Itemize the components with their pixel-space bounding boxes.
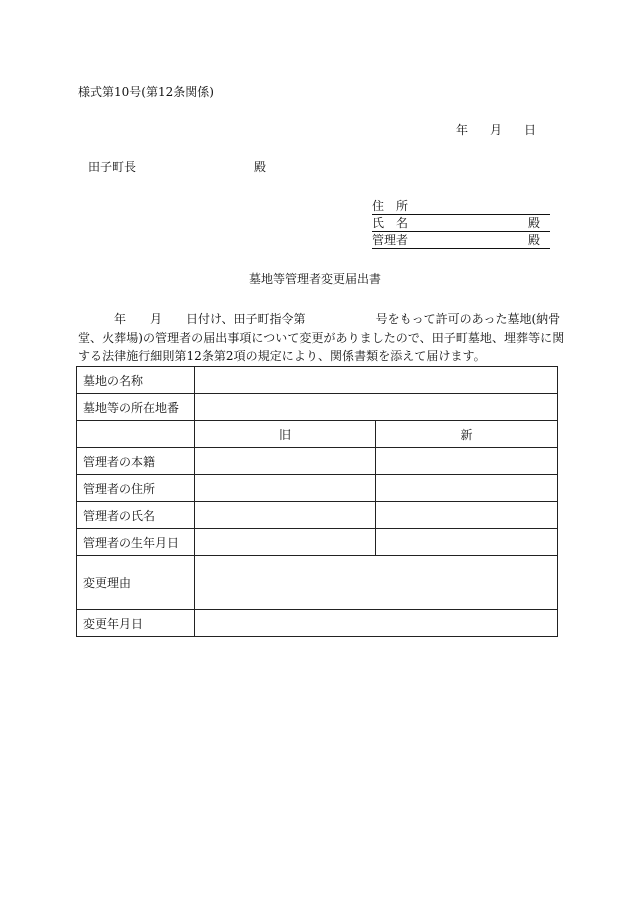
table-row (77, 556, 558, 610)
new-column-header: 新 (376, 421, 558, 448)
manager-address-new-input[interactable] (376, 475, 558, 502)
applicant-block (372, 198, 550, 249)
table-row (77, 529, 558, 556)
table-row (77, 475, 558, 502)
manager-domicile-label: 管理者の本籍 (77, 448, 195, 475)
table-row (77, 448, 558, 475)
cemetery-location-label: 墓地等の所在地番 (77, 394, 195, 421)
manager-name-old-input[interactable] (195, 502, 376, 529)
manager-name-new-input[interactable] (376, 502, 558, 529)
header-blank-cell (77, 421, 195, 448)
addressee (88, 160, 267, 174)
change-date-input[interactable] (195, 610, 558, 637)
change-date-label: 変更年月日 (77, 610, 195, 637)
body-permit: 号をもって許可のあった墓地(納骨 (375, 312, 561, 326)
form-number: 様式第10号(第12条関係) (78, 85, 214, 99)
applicant-manager-label: 管理者 (372, 233, 409, 247)
document-title: 墓地等管理者変更届出書 (248, 272, 381, 286)
body-year: 年 (114, 312, 127, 326)
applicant-address-field[interactable] (372, 198, 550, 215)
applicant-address-label: 住 所 (372, 199, 409, 213)
body-line-2: 堂、火葬場)の管理者の届出事項について変更がありましたので、田子町墓地、埋葬等に関 (78, 330, 565, 345)
old-column-header: 旧 (195, 421, 376, 448)
applicant-manager-honorific: 殿 (527, 233, 540, 247)
table-row (77, 367, 558, 394)
manager-birthdate-new-input[interactable] (376, 529, 558, 556)
manager-domicile-old-input[interactable] (195, 448, 376, 475)
change-reason-input[interactable] (195, 556, 558, 610)
table-row (77, 394, 558, 421)
applicant-name-label: 氏 名 (372, 216, 409, 230)
manager-address-label: 管理者の住所 (77, 475, 195, 502)
addressee-name: 田子町長 (88, 160, 137, 174)
table-row (77, 502, 558, 529)
body-line-1 (78, 310, 561, 329)
cemetery-location-input[interactable] (195, 394, 558, 421)
cemetery-name-input[interactable] (195, 367, 558, 394)
date-year-label: 年 (456, 123, 469, 137)
change-reason-label: 変更理由 (77, 556, 195, 610)
applicant-name-field[interactable] (372, 215, 550, 232)
applicant-manager-field[interactable] (372, 232, 550, 249)
date-month-label: 月 (490, 123, 503, 137)
manager-address-old-input[interactable] (195, 475, 376, 502)
body-dated: 日付け、田子町指令第 (186, 312, 306, 326)
addressee-honorific: 殿 (254, 160, 267, 174)
body-line-3: する法律施行細則第12条第2項の規定により、関係書類を添えて届けます。 (78, 349, 486, 363)
manager-birthdate-old-input[interactable] (195, 529, 376, 556)
change-details-table (76, 366, 558, 637)
notification-body (78, 310, 565, 366)
cemetery-name-label: 墓地の名称 (77, 367, 195, 394)
date-day-label: 日 (524, 123, 537, 137)
manager-domicile-new-input[interactable] (376, 448, 558, 475)
manager-name-label: 管理者の氏名 (77, 502, 195, 529)
table-row (77, 610, 558, 637)
table-header-row (77, 421, 558, 448)
submission-date (456, 123, 536, 137)
body-month: 月 (150, 312, 163, 326)
applicant-name-honorific: 殿 (527, 216, 540, 230)
manager-birthdate-label: 管理者の生年月日 (77, 529, 195, 556)
